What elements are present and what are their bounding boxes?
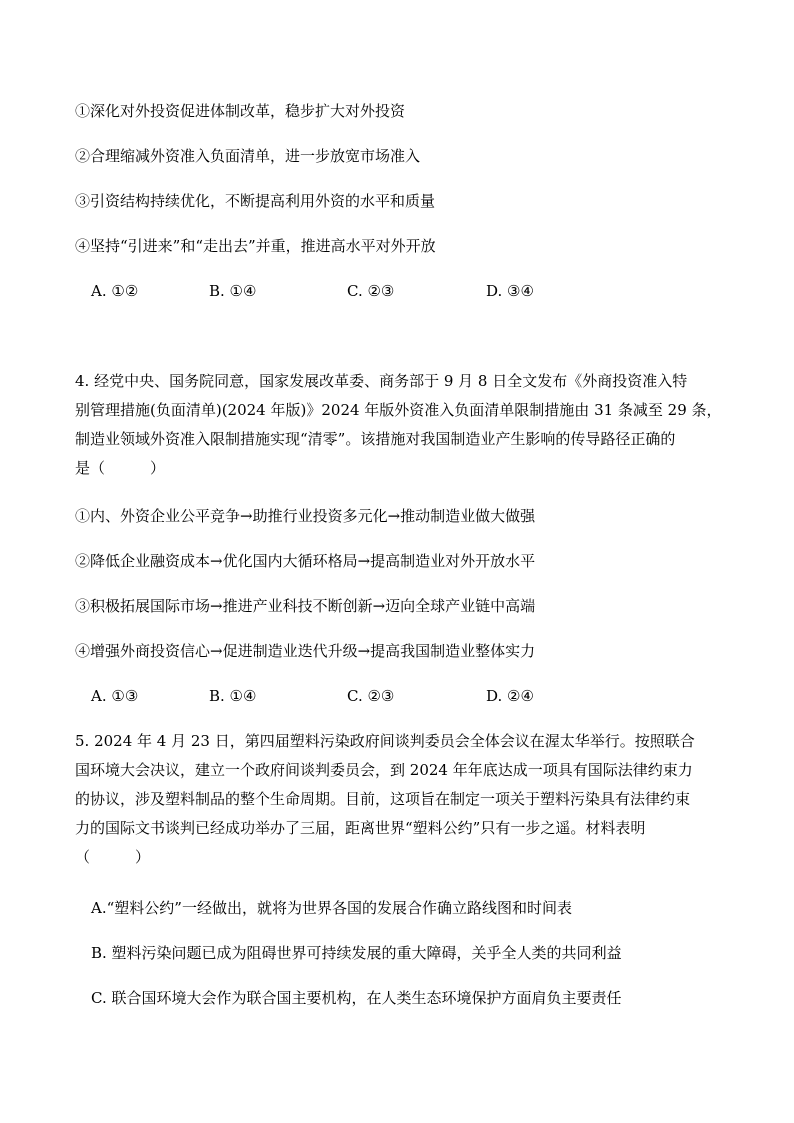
- q5-option-b[interactable]: B. 塑料污染问题已成为阻碍世界可持续发展的重大障碍，关乎全人类的共同利益: [91, 944, 622, 962]
- q5-stem-line-2: 国环境大会决议，建立一个政府间谈判委员会，到 2024 年年底达成一项具有国际法律约束力: [75, 761, 693, 779]
- q4-option-b[interactable]: B. ①④: [209, 687, 257, 705]
- q3-statement-2: ②合理缩减外资准入负面清单，进一步放宽市场准入: [75, 147, 421, 165]
- q3-options: [91, 281, 731, 301]
- q4-option-a[interactable]: A. ①③: [91, 687, 139, 705]
- q4-option-c[interactable]: C. ②③: [347, 687, 395, 705]
- q5-stem: [75, 727, 725, 872]
- q5-stem-line-5: （ ）: [75, 848, 151, 866]
- q4-stem-line-3: 制造业领域外资准入限制措施实现“清零”。该措施对我国制造业产生影响的传导路径正确的: [75, 430, 676, 448]
- q4-statement-4: ④增强外商投资信心→促进制造业迭代升级→提高我国制造业整体实力: [75, 642, 536, 660]
- q3-option-d[interactable]: D. ③④: [486, 282, 534, 300]
- q3-statement-1: ①深化对外投资促进体制改革，稳步扩大对外投资: [75, 102, 406, 120]
- q4-statement-3: ③积极拓展国际市场→推进产业科技不断创新→迈向全球产业链中高端: [75, 597, 536, 615]
- q4-option-d[interactable]: D. ②④: [486, 687, 534, 705]
- q3-statement-3: ③引资结构持续优化，不断提高利用外资的水平和质量: [75, 192, 436, 210]
- q4-stem: [75, 367, 725, 483]
- q5-stem-line-3: 的协议，涉及塑料制品的整个生命周期。目前，这项旨在制定一项关于塑料污染具有法律约束: [75, 790, 691, 808]
- q3-statement-4: ④坚持“引进来”和“走出去”并重，推进高水平对外开放: [75, 237, 436, 255]
- q3-option-b[interactable]: B. ①④: [209, 282, 257, 300]
- q3-option-a[interactable]: A. ①②: [91, 282, 139, 300]
- q4-stem-line-4: 是（ ）: [75, 459, 166, 477]
- q4-options: [91, 686, 731, 706]
- q5-stem-line-1: 5. 2024 年 4 月 23 日，第四届塑料污染政府间谈判委员会全体会议在渥太华举行。按照联合: [75, 732, 695, 750]
- q5-option-c[interactable]: C. 联合国环境大会作为联合国主要机构，在人类生态环境保护方面肩负主要责任: [91, 989, 622, 1007]
- q5-option-a[interactable]: A.“塑料公约”一经做出，就将为世界各国的发展合作确立路线图和时间表: [91, 899, 572, 917]
- q5-stem-line-4: 力的国际文书谈判已经成功举办了三届，距离世界“塑料公约”只有一步之遥。材料表明: [75, 819, 646, 837]
- q4-stem-line-2: 别管理措施(负面清单)(2024 年版)》2024 年版外资准入负面清单限制措施由 31 条减至 29 条，: [75, 401, 722, 419]
- q3-option-c[interactable]: C. ②③: [347, 282, 395, 300]
- q4-stem-line-1: 4. 经党中央、国务院同意，国家发展改革委、商务部于 9 月 8 日全文发布《外商投资准入特: [75, 372, 688, 390]
- q4-statement-1: ①内、外资企业公平竞争→助推行业投资多元化→推动制造业做大做强: [75, 507, 536, 525]
- q4-statement-2: ②降低企业融资成本→优化国内大循环格局→提高制造业对外开放水平: [75, 552, 536, 570]
